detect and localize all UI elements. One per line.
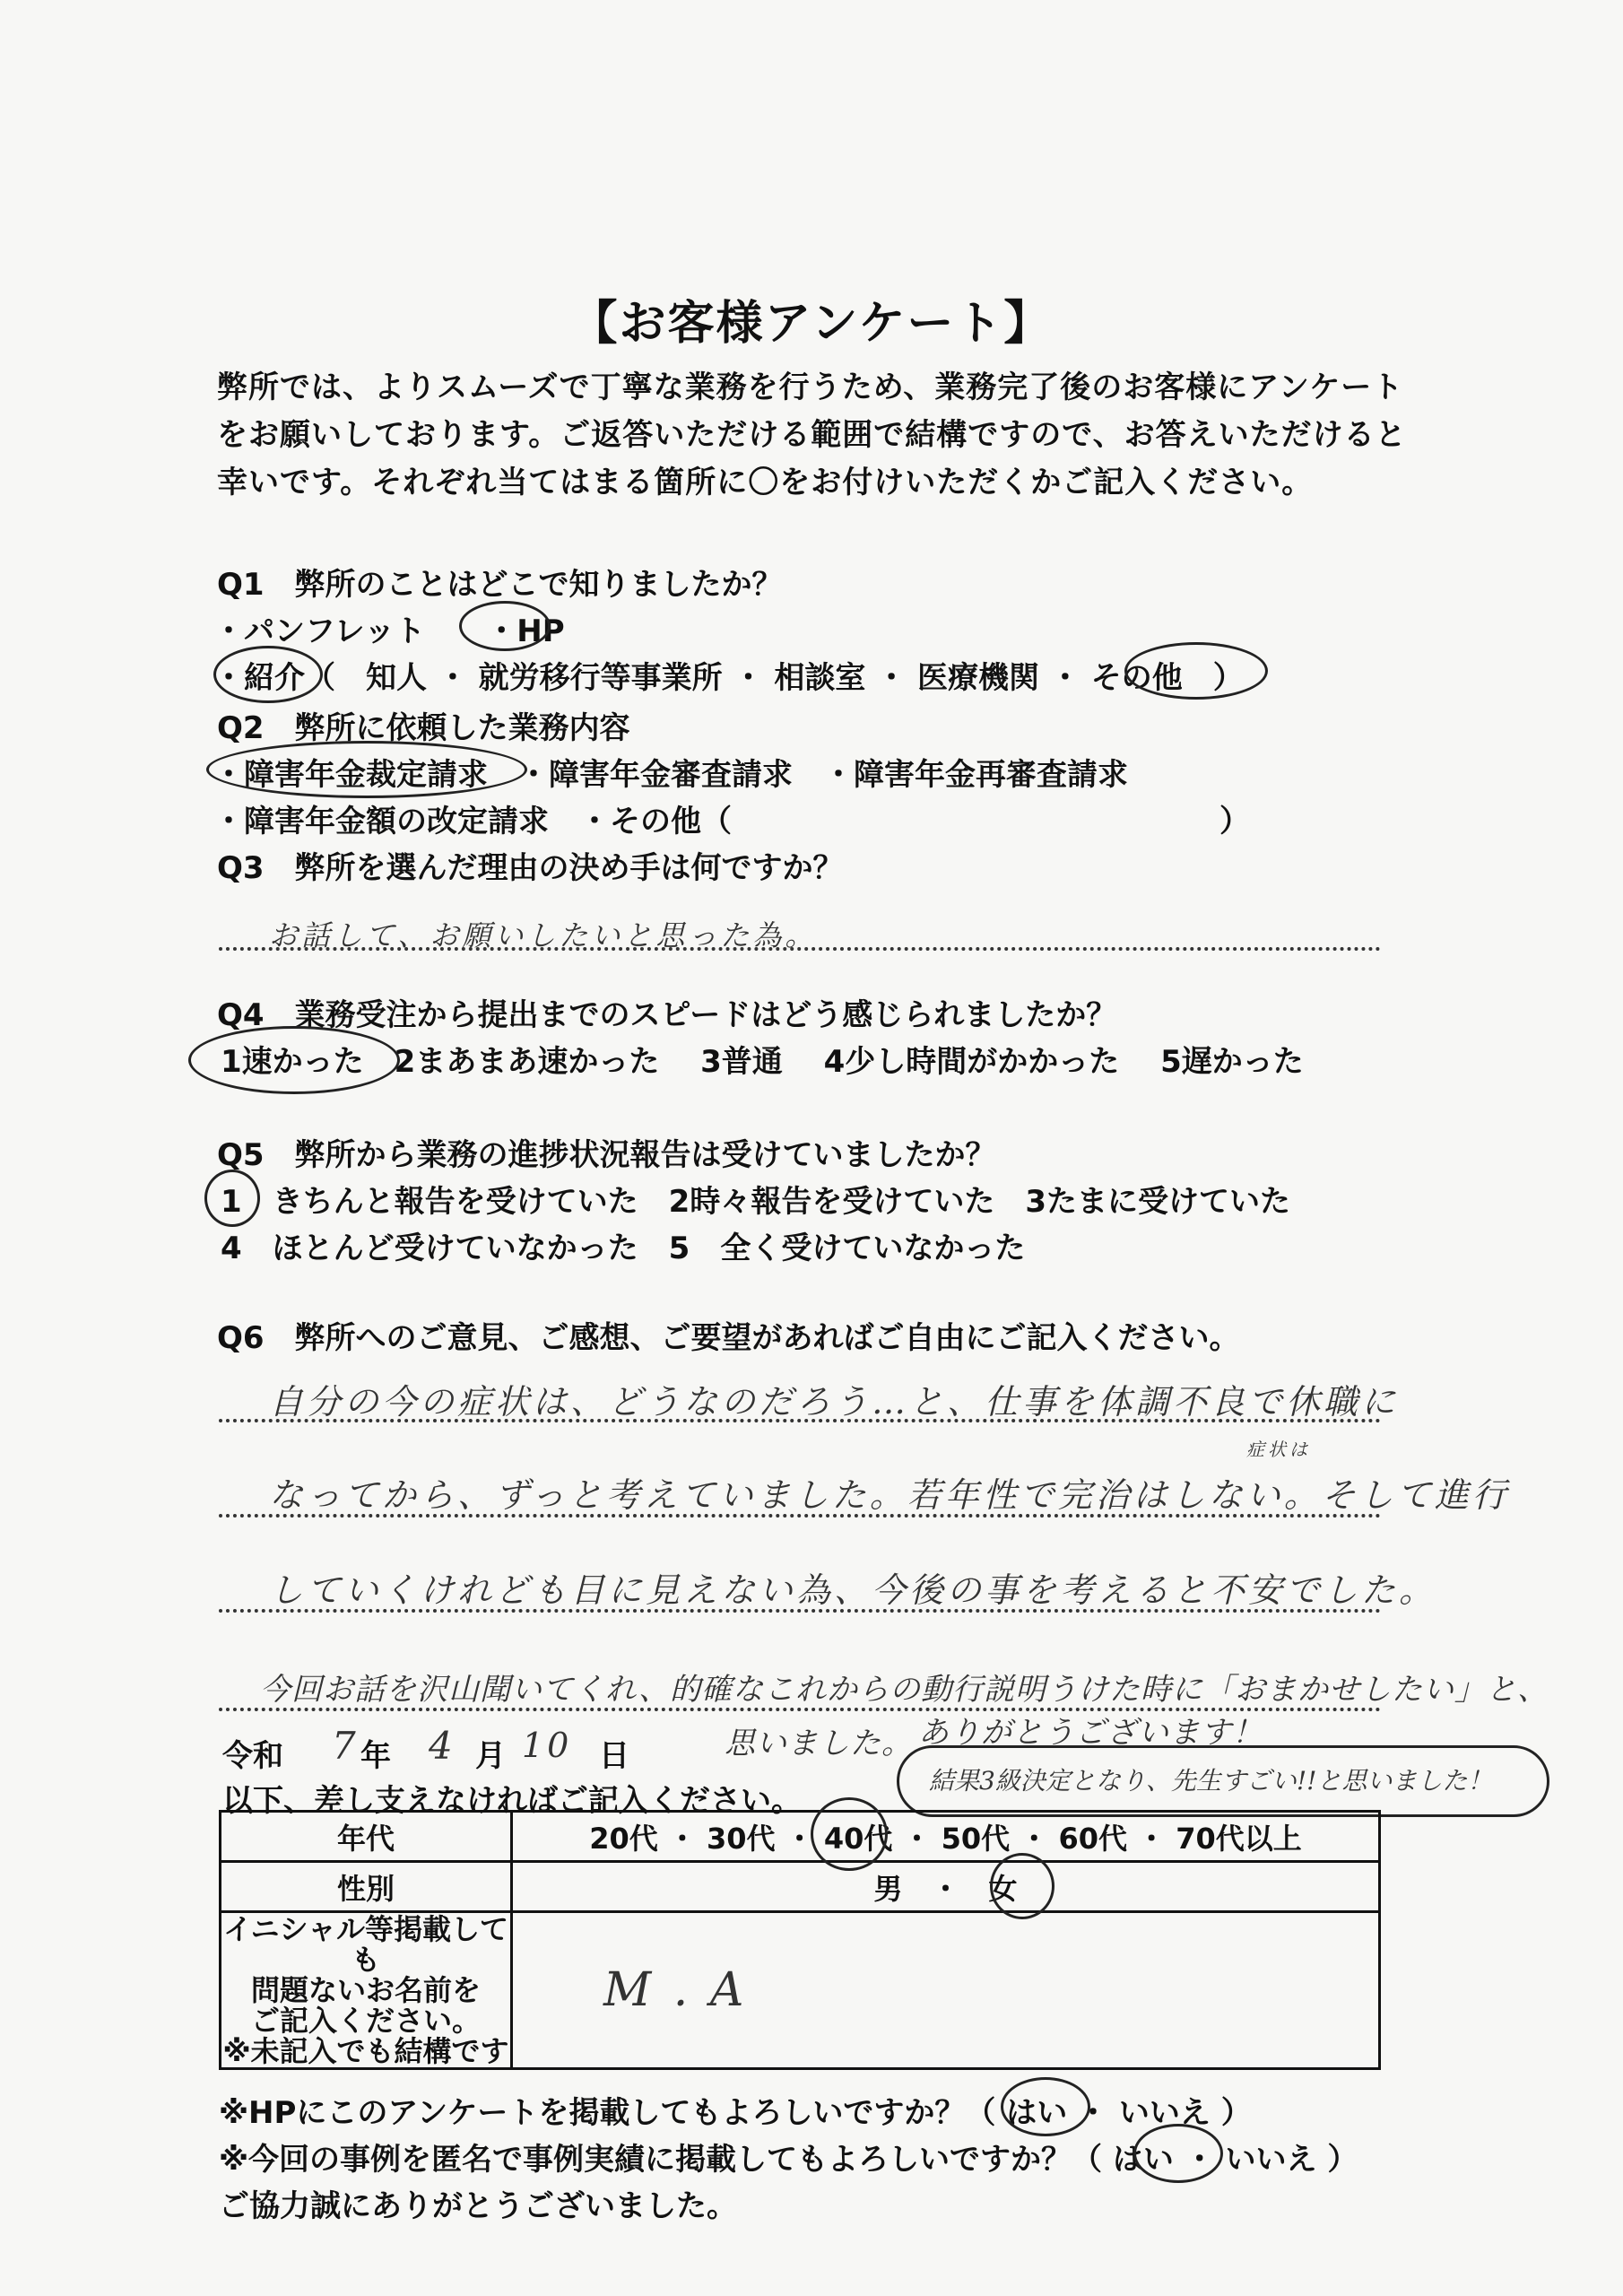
q4-question: Q4 業務受注から提出までのスピードはどう感じられましたか？ — [217, 997, 1117, 1033]
below-label: 以下、差し支えなければご記入ください。 — [222, 1783, 802, 1819]
q2-selected-circle — [206, 741, 527, 798]
q6-bubble-note: 結果3級決定となり、先生すごい!!と思いました！ — [929, 1766, 1493, 1796]
gender-label: 性別 — [221, 1862, 512, 1912]
q5-options-line-2: 4 ほとんど受けていなかった 5 全く受けていなかった — [221, 1231, 1026, 1266]
closing-text: ご協力誠にありがとうございました。 — [219, 2188, 737, 2224]
age-label: 年代 — [221, 1812, 512, 1862]
date-year: 7 — [332, 1724, 360, 1768]
age-40-circle — [811, 1797, 888, 1871]
hp-question: ※HPにこのアンケートを掲載してもよろしいですか？（ はい ・ いいえ ） — [219, 2095, 1252, 2131]
initial-label-line-2: 問題ないお名前を — [250, 1973, 481, 2007]
q5-selected-circle — [204, 1170, 260, 1227]
q6-dotted-line-1 — [219, 1419, 1381, 1422]
q2-options-line-2: ・障害年金額の改定請求 ・その他（ ） — [213, 804, 1250, 839]
date-day-unit: 日 — [599, 1738, 629, 1774]
info-table — [219, 1810, 1381, 2070]
q6-after-date-text: 思いました。 — [725, 1726, 913, 1761]
q3-question: Q3 弊所を選んだ理由の決め手は何ですか？ — [217, 850, 844, 886]
intro-line-3: 幸いです。それぞれ当てはまる箇所に〇をお付けいただくかご記入ください。 — [217, 465, 1314, 500]
q6-question: Q6 弊所へのご意見、ご感想、ご要望があればご自由にご記入ください。 — [217, 1320, 1240, 1356]
survey-title: 【お客様アンケート】 — [570, 297, 1053, 351]
q6-answer-line-1: 自分の今の症状は、どうなのだろう…と、仕事を体調不良で休職に — [269, 1382, 1400, 1422]
gender-female-circle — [990, 1853, 1055, 1919]
date-era: 令和 — [222, 1738, 283, 1774]
date-day: 10 — [522, 1726, 573, 1765]
q6-thanks-note: ありがとうございます！ — [918, 1715, 1263, 1751]
case-yes-circle — [1133, 2124, 1223, 2183]
q3-answer-line — [219, 947, 1381, 951]
q4-options: 1速かった 2まあまあ速かった 3普通 4少し時間がかかった 5遅かった — [221, 1044, 1304, 1080]
q1-question: Q1 弊所のことはどこで知りましたか？ — [217, 567, 783, 603]
q6-answer-line-4: 今回お話を沢山聞いてくれ、的確なこれからの動行説明うけた時に「おまかせしたい」と、 — [260, 1672, 1549, 1708]
q3-handwritten-answer: お話して、お願いしたいと思った為。 — [269, 918, 818, 952]
q5-options-line-1: 1 きちんと報告を受けていた 2時々報告を受けていた 3たまに受けていた — [221, 1184, 1290, 1220]
case-question: ※今回の事例を匿名で事例実績に掲載してもよろしいですか？（ はい ・ いいえ ） — [219, 2142, 1358, 2178]
gender-options: 男 ・ 女 — [512, 1862, 1380, 1912]
q1-hp-circle — [459, 601, 551, 651]
initial-label-line-4: ※未記入でも結構です — [222, 2034, 509, 2068]
intro-line-2: をお願いしております。ご返答いただける範囲で結構ですので、お答えいただけると — [217, 417, 1407, 453]
q1-referral-circle — [213, 646, 323, 703]
initial-label-line-1: イニシャル等掲載しても — [222, 1912, 509, 1977]
initial-value: M . A — [603, 1963, 748, 2017]
age-options: 20代 ・ 30代 ・ 40代 ・ 50代 ・ 60代 ・ 70代以上 — [512, 1812, 1380, 1862]
date-month: 4 — [429, 1724, 456, 1768]
initial-label — [221, 1912, 512, 2069]
q1-options-line-1: ・パンフレット ・HP — [213, 613, 565, 649]
q1-options-line-2: ・紹介（ 知人 ・ 就労移行等事業所 ・ 相談室 ・ 医療機関 ・ その他 ） — [213, 660, 1244, 696]
q5-question: Q5 弊所から業務の進捗状況報告は受けていましたか？ — [217, 1137, 996, 1173]
initial-label-line-3: ご記入ください。 — [250, 2004, 481, 2038]
q4-selected-circle — [188, 1026, 400, 1094]
date-year-unit: 年 — [360, 1738, 391, 1774]
q6-dotted-line-2 — [219, 1514, 1381, 1518]
q1-other-circle — [1124, 642, 1268, 700]
hp-yes-circle — [1001, 2077, 1090, 2136]
intro-line-1: 弊所では、よりスムーズで丁寧な業務を行うため、業務完了後のお客様にアンケート — [217, 370, 1404, 405]
q6-dotted-line-3 — [219, 1609, 1381, 1613]
initial-value-cell — [512, 1912, 1380, 2069]
q2-question: Q2 弊所に依頼した業務内容 — [217, 710, 630, 746]
date-month-unit: 月 — [475, 1738, 506, 1774]
q6-answer-line-2: なってから、ずっと考えていました。若年性で完治はしない。そして進行 — [269, 1475, 1510, 1515]
q2-options-line-1: ・障害年金裁定請求 ・障害年金審査請求 ・障害年金再審査請求 — [213, 757, 1128, 793]
q6-answer-line-3: していくけれども目に見えない為、今後の事を考えると不安でした。 — [269, 1570, 1437, 1610]
q6-insert-note: 症状は — [1246, 1439, 1311, 1460]
